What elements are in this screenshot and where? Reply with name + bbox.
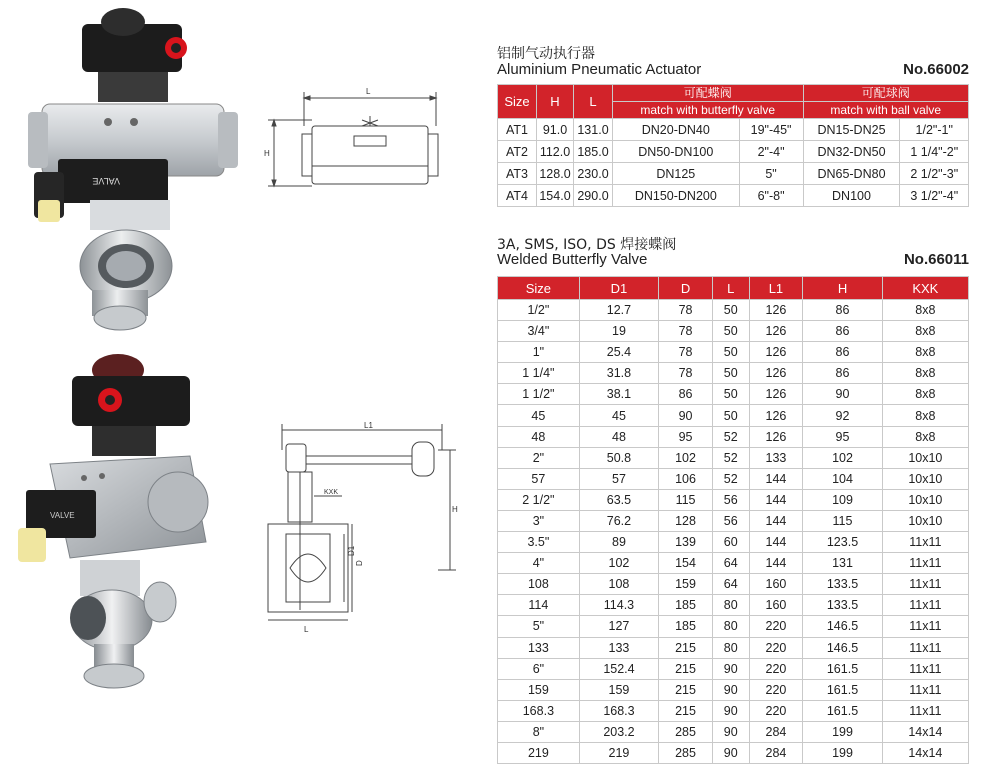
- table-row: [498, 616, 969, 637]
- table-row: [498, 742, 969, 763]
- table-cell: 50: [712, 363, 749, 384]
- table-row: [498, 532, 969, 553]
- table-row: [498, 679, 969, 700]
- table-cell: 1 1/2": [498, 384, 580, 405]
- table-cell: 64: [712, 553, 749, 574]
- table-cell: 52: [712, 468, 749, 489]
- table-cell: 14x14: [882, 742, 968, 763]
- table-cell: 290.0: [574, 185, 613, 207]
- table-row: [498, 553, 969, 574]
- table-cell: 284: [749, 742, 803, 763]
- table-cell: 8x8: [882, 300, 968, 321]
- table-cell: 108: [579, 574, 658, 595]
- table-cell: DN32-DN50: [803, 141, 900, 163]
- table-cell: 102: [579, 553, 658, 574]
- table-cell: 3 1/2"-4": [900, 185, 969, 207]
- table-cell: 11x11: [882, 616, 968, 637]
- table-cell: 215: [659, 679, 713, 700]
- table-cell: 2"-4": [739, 141, 803, 163]
- table-cell: DN50-DN100: [613, 141, 740, 163]
- actuator-header-butterfly-en: match with butterfly valve: [613, 102, 804, 119]
- table-cell: DN125: [613, 163, 740, 185]
- table-cell: 115: [803, 510, 882, 531]
- table-cell: 3": [498, 510, 580, 531]
- table-cell: 199: [803, 721, 882, 742]
- table-cell: 219: [498, 742, 580, 763]
- table-cell: 8x8: [882, 363, 968, 384]
- table-cell: 152.4: [579, 658, 658, 679]
- table-row: [498, 658, 969, 679]
- column-header: L1: [749, 277, 803, 300]
- actuator-drawing-l-label: L: [366, 87, 371, 96]
- table-cell: 86: [803, 342, 882, 363]
- table-cell: 11x11: [882, 637, 968, 658]
- table-cell: 50: [712, 321, 749, 342]
- table-cell: 114: [498, 595, 580, 616]
- table-cell: 1/2"-1": [900, 119, 969, 141]
- table-cell: 144: [749, 532, 803, 553]
- actuator-header-l: L: [574, 85, 613, 119]
- valve-drawing-d-label: D: [355, 560, 364, 566]
- table-cell: 95: [803, 426, 882, 447]
- table-cell: AT2: [498, 141, 537, 163]
- table-cell: 86: [803, 321, 882, 342]
- table-cell: 126: [749, 300, 803, 321]
- valve-drawing-kxk-label: KXK: [324, 489, 339, 496]
- table-cell: 126: [749, 426, 803, 447]
- table-cell: 1 1/4"-2": [900, 141, 969, 163]
- table-cell: 215: [659, 637, 713, 658]
- table-cell: 220: [749, 658, 803, 679]
- table-row: [498, 700, 969, 721]
- table-cell: 144: [749, 553, 803, 574]
- table-cell: 123.5: [803, 532, 882, 553]
- table-row: [498, 574, 969, 595]
- table-cell: 126: [749, 363, 803, 384]
- table-cell: 128: [659, 510, 713, 531]
- table-cell: 50: [712, 405, 749, 426]
- table-cell: 131: [803, 553, 882, 574]
- table-cell: 78: [659, 363, 713, 384]
- table-cell: 11x11: [882, 679, 968, 700]
- table-cell: 57: [579, 468, 658, 489]
- table-cell: 230.0: [574, 163, 613, 185]
- table-cell: 52: [712, 447, 749, 468]
- table-cell: 19"-45": [739, 119, 803, 141]
- table-cell: 50.8: [579, 447, 658, 468]
- table-cell: 144: [749, 510, 803, 531]
- actuator-title-en: Aluminium Pneumatic Actuator: [497, 61, 702, 78]
- table-row: [498, 447, 969, 468]
- valve-title-cn: 3A, SMS, ISO, DS 焊接蝶阀: [497, 237, 677, 253]
- table-cell: 131.0: [574, 119, 613, 141]
- column-header: D1: [579, 277, 658, 300]
- table-cell: 90: [712, 742, 749, 763]
- table-row: [498, 595, 969, 616]
- actuator-dimension-drawing: [262, 86, 447, 196]
- table-cell: 48: [579, 426, 658, 447]
- table-cell: 86: [803, 363, 882, 384]
- table-cell: 78: [659, 321, 713, 342]
- actuator-header-h: H: [537, 85, 574, 119]
- table-row: [498, 363, 969, 384]
- product-photo-actuator-valve: [28, 4, 238, 334]
- table-cell: 64: [712, 574, 749, 595]
- column-header: H: [803, 277, 882, 300]
- solenoid-label-bottom: VALVE: [50, 511, 75, 520]
- table-row: [498, 637, 969, 658]
- table-row: [498, 721, 969, 742]
- table-row: [498, 468, 969, 489]
- table-cell: 10x10: [882, 468, 968, 489]
- table-cell: 52: [712, 426, 749, 447]
- table-cell: 11x11: [882, 658, 968, 679]
- table-cell: 215: [659, 700, 713, 721]
- table-cell: 144: [749, 489, 803, 510]
- table-cell: 1 1/4": [498, 363, 580, 384]
- table-cell: 199: [803, 742, 882, 763]
- table-cell: 8x8: [882, 384, 968, 405]
- valve-drawing-l1-label: L1: [364, 421, 373, 430]
- table-cell: 133.5: [803, 574, 882, 595]
- table-cell: 133.5: [803, 595, 882, 616]
- table-cell: 90: [712, 658, 749, 679]
- table-cell: 86: [803, 300, 882, 321]
- table-cell: 11x11: [882, 700, 968, 721]
- table-cell: 185: [659, 616, 713, 637]
- table-cell: 8x8: [882, 321, 968, 342]
- table-cell: 154: [659, 553, 713, 574]
- table-cell: 133: [579, 637, 658, 658]
- table-cell: 108: [498, 574, 580, 595]
- table-cell: 10x10: [882, 447, 968, 468]
- table-cell: 109: [803, 489, 882, 510]
- table-cell: 168.3: [579, 700, 658, 721]
- table-cell: 10x10: [882, 510, 968, 531]
- table-cell: 161.5: [803, 679, 882, 700]
- table-row: [498, 342, 969, 363]
- table-cell: 11x11: [882, 595, 968, 616]
- table-cell: 102: [803, 447, 882, 468]
- table-cell: 220: [749, 637, 803, 658]
- table-row: [498, 384, 969, 405]
- valve-model-number: No.66011: [903, 251, 969, 268]
- table-cell: 160: [749, 574, 803, 595]
- table-cell: 3/4": [498, 321, 580, 342]
- table-cell: 57: [498, 468, 580, 489]
- table-cell: 128.0: [537, 163, 574, 185]
- table-cell: 127: [579, 616, 658, 637]
- table-cell: 50: [712, 300, 749, 321]
- table-cell: 146.5: [803, 616, 882, 637]
- table-cell: 86: [659, 384, 713, 405]
- actuator-header-size: Size: [498, 85, 537, 119]
- table-cell: 80: [712, 595, 749, 616]
- table-cell: 78: [659, 300, 713, 321]
- table-row: [498, 185, 969, 207]
- table-cell: AT1: [498, 119, 537, 141]
- actuator-header-ball-en: match with ball valve: [803, 102, 969, 119]
- table-cell: 6"-8": [739, 185, 803, 207]
- table-cell: 168.3: [498, 700, 580, 721]
- actuator-spec-table: [497, 84, 969, 207]
- table-cell: 38.1: [579, 384, 658, 405]
- table-cell: 56: [712, 510, 749, 531]
- table-cell: 126: [749, 384, 803, 405]
- actuator-header-ball-cn: 可配球阀: [803, 85, 969, 102]
- table-row: [498, 163, 969, 185]
- table-cell: 90: [712, 700, 749, 721]
- table-cell: 2": [498, 447, 580, 468]
- table-cell: 91.0: [537, 119, 574, 141]
- table-cell: 146.5: [803, 637, 882, 658]
- table-cell: AT3: [498, 163, 537, 185]
- valve-spec-table: [497, 276, 969, 764]
- table-cell: 114.3: [579, 595, 658, 616]
- table-cell: 6": [498, 658, 580, 679]
- table-cell: 45: [498, 405, 580, 426]
- table-cell: 133: [498, 637, 580, 658]
- table-cell: 90: [659, 405, 713, 426]
- table-cell: 133: [749, 447, 803, 468]
- table-row: [498, 489, 969, 510]
- table-cell: 10x10: [882, 489, 968, 510]
- valve-drawing-d1-label: D1: [347, 545, 356, 556]
- table-cell: 5": [498, 616, 580, 637]
- table-cell: 154.0: [537, 185, 574, 207]
- table-cell: 4": [498, 553, 580, 574]
- table-row: [498, 119, 969, 141]
- table-cell: 215: [659, 658, 713, 679]
- table-row: [498, 300, 969, 321]
- table-cell: 11x11: [882, 532, 968, 553]
- table-cell: 8x8: [882, 405, 968, 426]
- table-cell: 89: [579, 532, 658, 553]
- valve-table-header-row: [498, 277, 969, 300]
- table-cell: 126: [749, 342, 803, 363]
- table-cell: 14x14: [882, 721, 968, 742]
- table-cell: 159: [659, 574, 713, 595]
- column-header: D: [659, 277, 713, 300]
- actuator-table-body: [498, 119, 969, 207]
- table-cell: 126: [749, 321, 803, 342]
- table-cell: 11x11: [882, 574, 968, 595]
- table-cell: 8x8: [882, 342, 968, 363]
- table-cell: 144: [749, 468, 803, 489]
- table-cell: AT4: [498, 185, 537, 207]
- column-header: Size: [498, 277, 580, 300]
- table-cell: 90: [803, 384, 882, 405]
- table-cell: 285: [659, 742, 713, 763]
- table-cell: 106: [659, 468, 713, 489]
- table-cell: 92: [803, 405, 882, 426]
- table-cell: 12.7: [579, 300, 658, 321]
- table-cell: 90: [712, 721, 749, 742]
- table-cell: 50: [712, 342, 749, 363]
- actuator-title-cn: 铝制气动执行器: [497, 46, 595, 62]
- table-cell: 185: [659, 595, 713, 616]
- table-cell: 102: [659, 447, 713, 468]
- table-cell: 1": [498, 342, 580, 363]
- table-cell: 19: [579, 321, 658, 342]
- table-cell: DN100: [803, 185, 900, 207]
- table-cell: 76.2: [579, 510, 658, 531]
- table-row: [498, 510, 969, 531]
- table-cell: 8": [498, 721, 580, 742]
- actuator-drawing-h-label: H: [264, 149, 270, 158]
- table-cell: 90: [712, 679, 749, 700]
- valve-dimension-drawing: [262, 420, 462, 635]
- table-cell: 160: [749, 595, 803, 616]
- table-cell: 219: [579, 742, 658, 763]
- table-cell: 161.5: [803, 700, 882, 721]
- table-cell: 126: [749, 405, 803, 426]
- valve-drawing-l-label: L: [304, 625, 309, 634]
- table-cell: 95: [659, 426, 713, 447]
- table-cell: 2 1/2": [498, 489, 580, 510]
- table-cell: 56: [712, 489, 749, 510]
- table-cell: 48: [498, 426, 580, 447]
- table-cell: 8x8: [882, 426, 968, 447]
- table-cell: 31.8: [579, 363, 658, 384]
- table-cell: 2 1/2"-3": [900, 163, 969, 185]
- table-cell: 161.5: [803, 658, 882, 679]
- table-cell: 5": [739, 163, 803, 185]
- table-cell: 139: [659, 532, 713, 553]
- table-cell: 185.0: [574, 141, 613, 163]
- table-row: [498, 426, 969, 447]
- table-cell: DN20-DN40: [613, 119, 740, 141]
- actuator-model-number: No.66002: [903, 61, 969, 78]
- table-row: [498, 405, 969, 426]
- table-cell: 78: [659, 342, 713, 363]
- table-cell: DN150-DN200: [613, 185, 740, 207]
- table-cell: 203.2: [579, 721, 658, 742]
- table-cell: 115: [659, 489, 713, 510]
- table-cell: 3.5": [498, 532, 580, 553]
- actuator-header-butterfly-cn: 可配蝶阀: [613, 85, 804, 102]
- table-row: [498, 321, 969, 342]
- table-cell: DN65-DN80: [803, 163, 900, 185]
- valve-drawing-h-label: H: [452, 505, 458, 514]
- table-cell: 112.0: [537, 141, 574, 163]
- table-cell: 220: [749, 616, 803, 637]
- table-cell: 285: [659, 721, 713, 742]
- table-row: [498, 141, 969, 163]
- table-cell: DN15-DN25: [803, 119, 900, 141]
- column-header: KXK: [882, 277, 968, 300]
- table-cell: 80: [712, 637, 749, 658]
- table-cell: 63.5: [579, 489, 658, 510]
- table-cell: 220: [749, 700, 803, 721]
- product-photo-actuator-valve-angled: [10, 352, 240, 692]
- table-cell: 80: [712, 616, 749, 637]
- valve-table-body: [498, 300, 969, 764]
- table-cell: 104: [803, 468, 882, 489]
- solenoid-label: VALVE: [92, 176, 120, 186]
- column-header: L: [712, 277, 749, 300]
- table-cell: 159: [498, 679, 580, 700]
- table-cell: 45: [579, 405, 658, 426]
- table-cell: 50: [712, 384, 749, 405]
- table-cell: 159: [579, 679, 658, 700]
- table-cell: 1/2": [498, 300, 580, 321]
- table-cell: 284: [749, 721, 803, 742]
- table-cell: 25.4: [579, 342, 658, 363]
- table-cell: 60: [712, 532, 749, 553]
- table-cell: 11x11: [882, 553, 968, 574]
- valve-title-en: Welded Butterfly Valve: [497, 251, 648, 268]
- table-cell: 220: [749, 679, 803, 700]
